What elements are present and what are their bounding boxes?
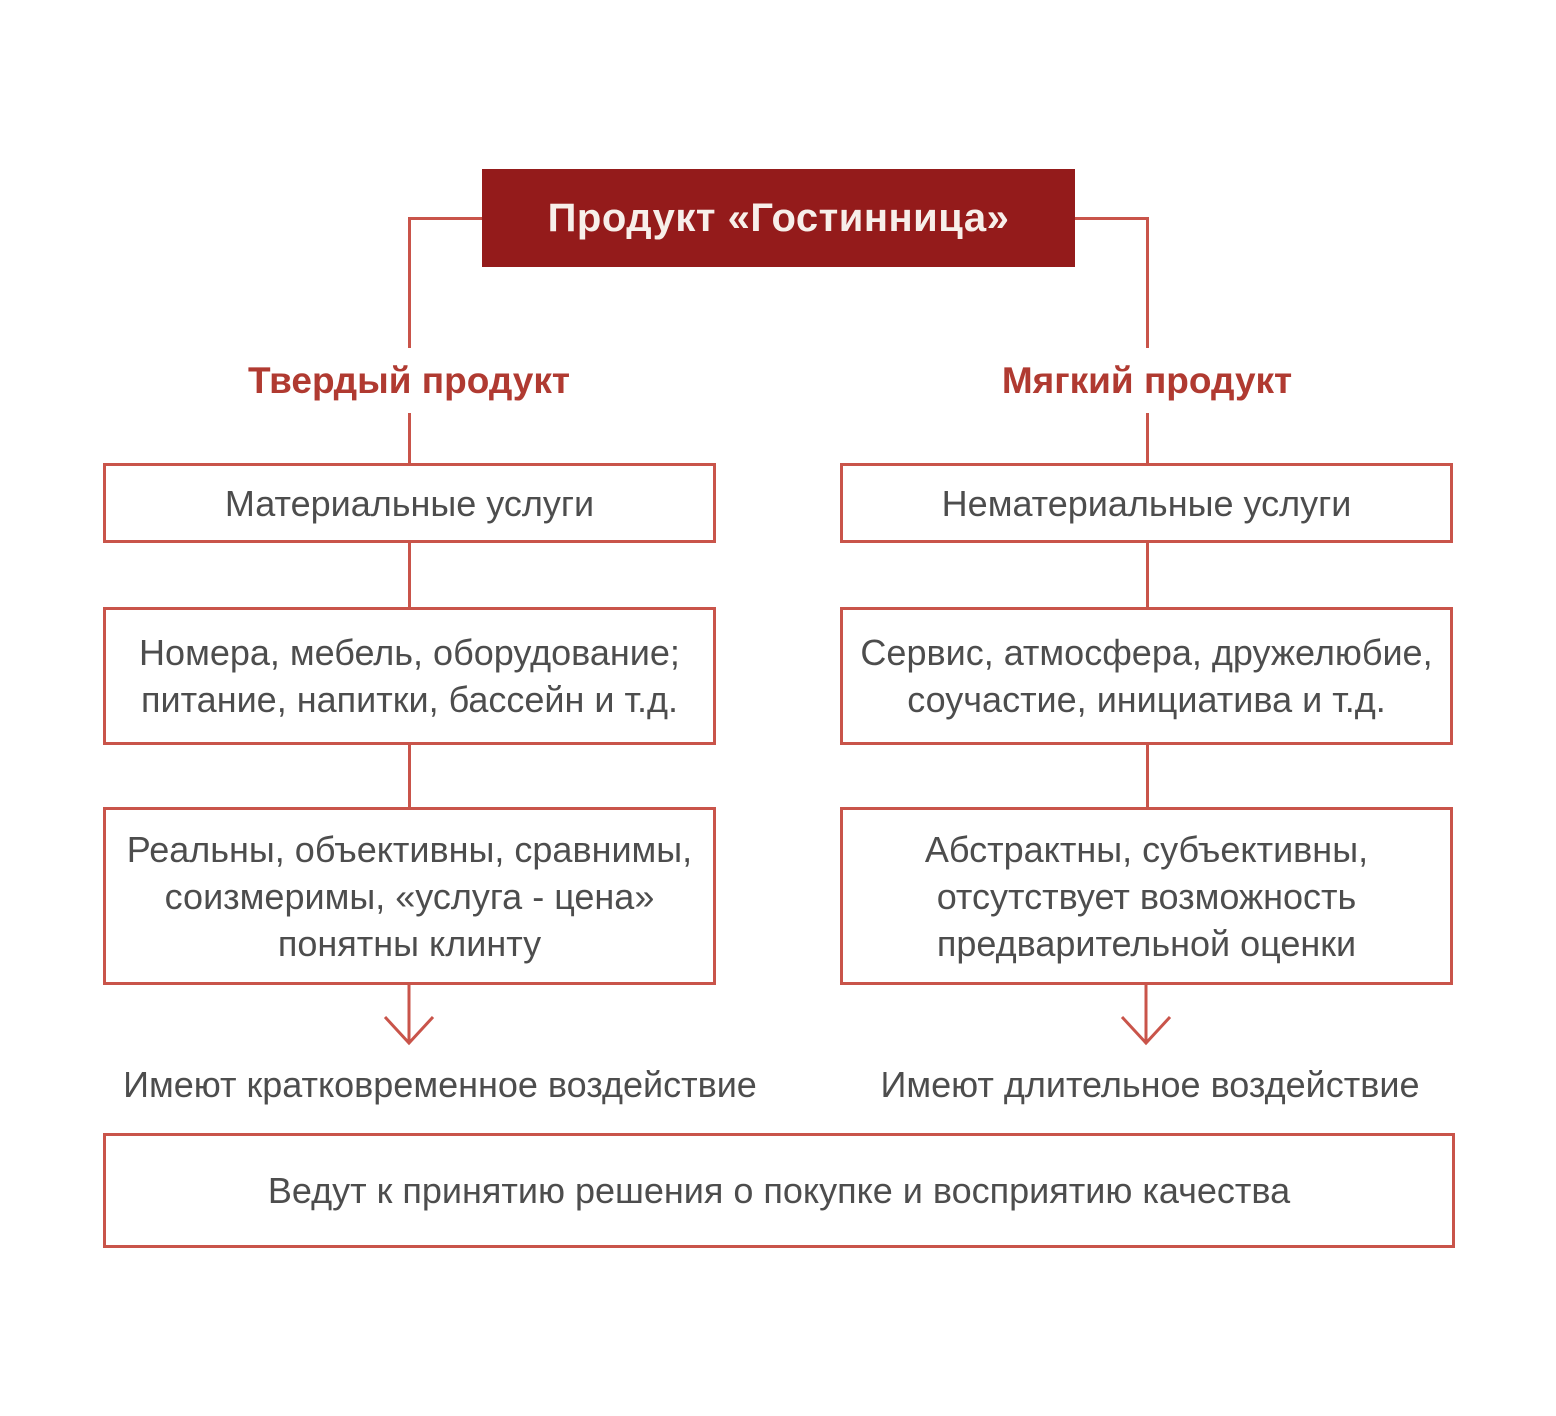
connector-line-right-row2 [1146, 742, 1149, 807]
box-text-line: отсутствует возможность [936, 875, 1357, 917]
box-text-line: понятны клинту [277, 922, 542, 964]
box-footer-conclusion [103, 1133, 1455, 1248]
box-material-examples [103, 607, 716, 745]
footer-text: Ведут к принятию решения о покупке и восприятию качества [267, 1169, 1291, 1211]
caption-label: Имеют кратковременное воздействие [123, 1064, 757, 1105]
box-immaterial-services [840, 463, 1453, 543]
box-text-line: Номера, мебель, оборудование; [139, 632, 680, 673]
connector-line-left-row2 [408, 742, 411, 807]
box-immaterial-examples [840, 607, 1453, 745]
box-text-line: Материальные услуги [224, 482, 595, 524]
box-material-properties [103, 807, 716, 985]
column-header-hard-product [109, 358, 709, 404]
title-text: Продукт «Гостинница» [547, 195, 1010, 240]
box-text-line: Абстрактны, субъективны, [924, 828, 1369, 870]
box-text-line: питание, напитки, бассейн и т.д. [140, 679, 679, 720]
box-text-line: предварительной оценки [936, 922, 1357, 964]
box-text-line: Сервис, атмосфера, дружелюбие, [860, 632, 1433, 673]
connector-line-title-right [1075, 217, 1149, 220]
down-arrow-icon [381, 985, 437, 1053]
column-header-label: Твердый продукт [247, 360, 571, 401]
box-text-line: Реальны, объективны, сравнимы, [126, 828, 693, 870]
box-text-line: соизмеримы, «услуга - цена» [164, 875, 655, 917]
down-arrow-icon [1118, 985, 1174, 1053]
box-immaterial-properties [840, 807, 1453, 985]
connector-line-left-row1 [408, 540, 411, 607]
connector-line-right-row1 [1146, 540, 1149, 607]
column-header-label: Мягкий продукт [1001, 360, 1293, 401]
connector-line-right-header [1146, 413, 1149, 463]
connector-line-right-upper [1146, 217, 1149, 348]
title-box [482, 169, 1075, 267]
column-header-soft-product [847, 358, 1447, 404]
caption-long-term-effect [790, 1062, 1510, 1108]
connector-line-left-upper [408, 217, 411, 348]
box-text-line: Нематериальные услуги [941, 482, 1352, 524]
caption-short-term-effect [60, 1062, 820, 1108]
caption-label: Имеют длительное воздействие [880, 1064, 1420, 1105]
connector-line-title-left [408, 217, 482, 220]
box-text-line: соучастие, инициатива и т.д. [907, 679, 1386, 720]
connector-line-left-header [408, 413, 411, 463]
box-material-services [103, 463, 716, 543]
